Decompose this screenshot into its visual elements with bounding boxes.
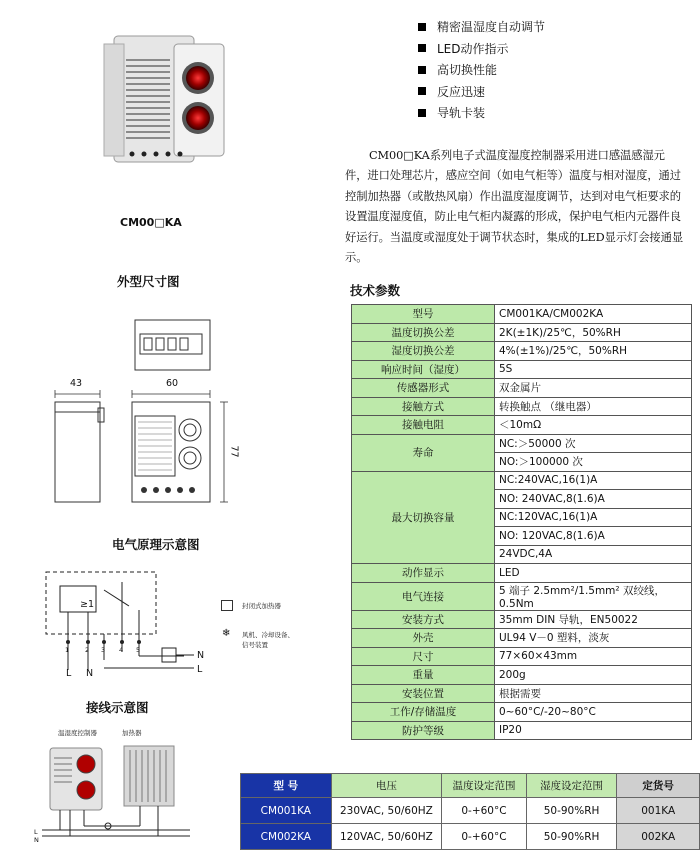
depth-dimension: 43 — [70, 378, 83, 389]
feature-item: 反应迅速 — [418, 81, 545, 103]
spec-key: 寿命 — [352, 434, 495, 471]
feature-item: 导轨卡装 — [418, 102, 545, 124]
relay-symbol: ≥1 — [80, 599, 95, 610]
terminal-5: 5 — [136, 646, 141, 654]
header-order-no: 定货号 — [617, 774, 700, 798]
dimension-heading: 外型尺寸图 — [117, 274, 180, 289]
spec-key: 防护等级 — [352, 721, 495, 740]
terminal-3: 3 — [101, 646, 106, 654]
spec-table — [351, 304, 692, 740]
spec-value: NC:240VAC,16(1)A — [495, 471, 692, 490]
spec-value: 根据需要 — [495, 684, 692, 703]
spec-value: IP20 — [495, 721, 692, 740]
header-model: 型 号 — [241, 774, 332, 798]
spec-key: 型号 — [352, 305, 495, 324]
terminal-4: 4 — [119, 646, 124, 654]
product-photo — [96, 30, 231, 170]
bullet-icon — [418, 109, 426, 117]
heater-label: 加热器 — [122, 729, 142, 737]
height-dimension: 77 — [228, 445, 240, 458]
fan-legend-line2: 信号装置 — [242, 641, 268, 649]
spec-key: 动作显示 — [352, 564, 495, 583]
spec-key: 最大切换容量 — [352, 471, 495, 564]
bullet-icon — [418, 87, 426, 95]
bullet-icon — [418, 44, 426, 52]
spec-value: 24VDC,4A — [495, 545, 692, 564]
table-row — [352, 342, 692, 361]
table-row — [352, 471, 692, 490]
spec-value: 转换触点 （继电器） — [495, 397, 692, 416]
spec-value: 35mm DIN 导轨，EN50022 — [495, 610, 692, 629]
header-temp-range: 温度设定范围 — [442, 774, 527, 798]
spec-key: 重量 — [352, 666, 495, 685]
tech-heading: 技术参数 — [350, 283, 401, 298]
spec-value: NO: 240VAC,8(1.6)A — [495, 490, 692, 509]
fan-legend-icon: ❄ — [222, 628, 231, 639]
order-no-cell: 002KA — [617, 824, 700, 850]
spec-key: 尺寸 — [352, 647, 495, 666]
spec-value: 4%(±1%)/25℃，50%RH — [495, 342, 692, 361]
spec-value: UL94 V－0 塑料，淡灰 — [495, 629, 692, 648]
spec-key: 安装位置 — [352, 684, 495, 703]
table-row — [352, 703, 692, 722]
spec-key: 外壳 — [352, 629, 495, 648]
controller-label: 温湿度控制器 — [58, 729, 97, 737]
table-row — [352, 684, 692, 703]
header-humidity-range: 湿度设定范围 — [526, 774, 617, 798]
terminal-2: 2 — [85, 646, 90, 654]
table-row — [352, 721, 692, 740]
wiring-diagram — [40, 738, 200, 843]
table-row — [241, 798, 700, 824]
bullet-icon — [418, 23, 426, 31]
terminal-1: 1 — [65, 646, 70, 654]
table-row — [352, 323, 692, 342]
spec-value: NC:120VAC,16(1)A — [495, 508, 692, 527]
order-no-cell: 001KA — [617, 798, 700, 824]
output-l-label: L — [197, 664, 203, 675]
feature-item: 精密温湿度自动调节 — [418, 16, 545, 38]
table-row — [352, 416, 692, 435]
table-row — [352, 666, 692, 685]
voltage-cell: 230VAC, 50/60HZ — [331, 798, 441, 824]
table-row — [352, 647, 692, 666]
spec-value: 双金属片 — [495, 379, 692, 398]
table-row — [352, 582, 692, 610]
table-row — [352, 397, 692, 416]
spec-value: ＜10mΩ — [495, 416, 692, 435]
width-dimension: 60 — [166, 378, 179, 389]
table-row — [352, 434, 692, 453]
spec-key: 接触电阻 — [352, 416, 495, 435]
spec-key: 温度切换公差 — [352, 323, 495, 342]
spec-key: 接触方式 — [352, 397, 495, 416]
wiring-l-label: L — [34, 828, 38, 836]
principle-heading: 电气原理示意图 — [112, 537, 200, 552]
spec-key: 工作/存储温度 — [352, 703, 495, 722]
wiring-n-label: N — [34, 836, 39, 844]
spec-value: 2K(±1K)/25℃，50%RH — [495, 323, 692, 342]
spec-key: 响应时间（湿度） — [352, 360, 495, 379]
spec-value: 200g — [495, 666, 692, 685]
spec-value: 77×60×43mm — [495, 647, 692, 666]
input-n-label: N — [86, 668, 94, 679]
spec-key: 电气连接 — [352, 582, 495, 610]
heater-legend-icon — [221, 600, 233, 611]
spec-value: 0~60°C/-20~80°C — [495, 703, 692, 722]
humidity-range-cell: 50-90%RH — [526, 824, 617, 850]
table-row — [352, 629, 692, 648]
temp-range-cell: 0-+60°C — [442, 824, 527, 850]
table-row — [352, 610, 692, 629]
dimension-drawing — [40, 312, 245, 524]
spec-value: NO: 120VAC,8(1.6)A — [495, 527, 692, 546]
feature-list — [418, 16, 545, 124]
humidity-range-cell: 50-90%RH — [526, 798, 617, 824]
product-description: CM00□KA系列电子式温度湿度控制器采用进口感温感湿元件，进口处理芯片，感应空间（如电气柜等）温度与相对湿度，通过控制加热器（或散热风扇）作出温度湿度调节，达到对电气柜要求的设置温度湿度值，防止电气柜内凝露的形成，保护电气柜内元器件良好运行。当温度或湿度处于调节状态时，集成的LED显示灯会接通显示。 — [345, 149, 684, 265]
table-row — [352, 360, 692, 379]
table-row — [241, 824, 700, 850]
table-row — [352, 564, 692, 583]
product-label: CM00□KA — [120, 216, 182, 229]
spec-value: NO:＞100000 次 — [495, 453, 692, 472]
model-cell: CM001KA — [241, 798, 332, 824]
spec-key: 湿度切换公差 — [352, 342, 495, 361]
output-n-label: N — [197, 650, 205, 661]
spec-value: CM001KA/CM002KA — [495, 305, 692, 324]
spec-value: 5S — [495, 360, 692, 379]
table-row — [352, 305, 692, 324]
bullet-icon — [418, 66, 426, 74]
feature-item: 高切换性能 — [418, 59, 545, 81]
spec-value: 5 端子 2.5mm²/1.5mm² 双绞线， 0.5Nm — [495, 582, 692, 610]
feature-item: LED动作指示 — [418, 38, 545, 60]
spec-key: 安装方式 — [352, 610, 495, 629]
model-table — [240, 773, 700, 850]
voltage-cell: 120VAC, 50/60HZ — [331, 824, 441, 850]
input-l-label: L — [66, 668, 72, 679]
heater-legend: 封闭式加热器 — [242, 602, 281, 610]
spec-key: 传感器形式 — [352, 379, 495, 398]
table-header-row — [241, 774, 700, 798]
model-cell: CM002KA — [241, 824, 332, 850]
temp-range-cell: 0-+60°C — [442, 798, 527, 824]
principle-diagram — [44, 570, 204, 675]
spec-value: NC:＞50000 次 — [495, 434, 692, 453]
table-row — [352, 379, 692, 398]
wiring-heading: 接线示意图 — [86, 700, 149, 715]
fan-legend-line1: 风机、冷却设备、 — [242, 631, 294, 639]
spec-value: LED — [495, 564, 692, 583]
header-voltage: 电压 — [331, 774, 441, 798]
